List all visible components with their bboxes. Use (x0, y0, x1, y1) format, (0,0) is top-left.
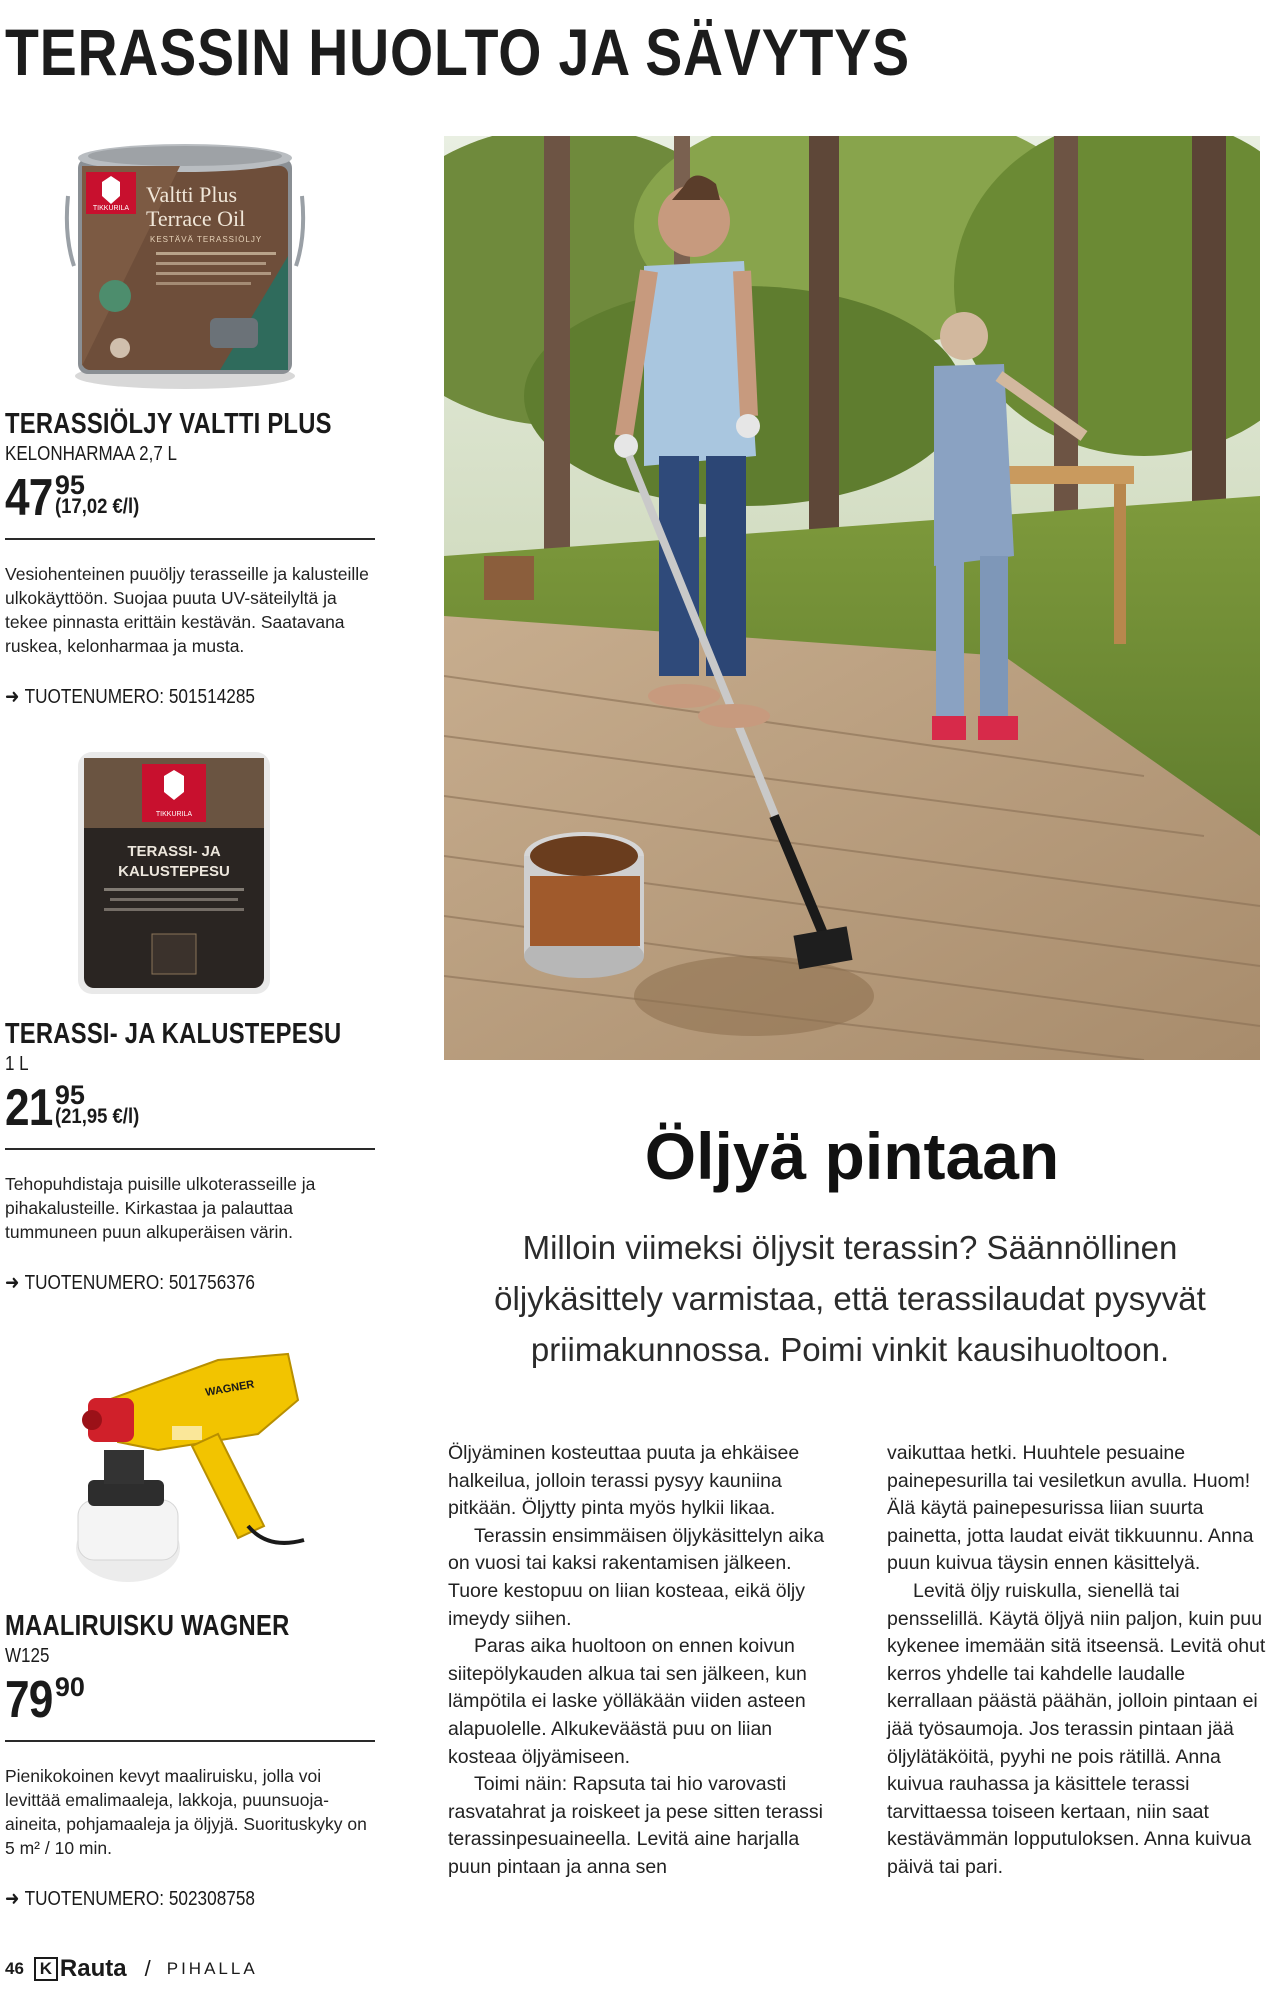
divider (5, 1740, 375, 1742)
article-paragraph: Paras aika huoltoon on ennen koivun siitepölykauden alkua tai sen jälkeen, kun lämpötila ei laske yölläkään viiden asteen alapuolelle. Alkukeväästä puu on liian kosteaa öljyämiseen. (448, 1635, 807, 1768)
bucket-brand-text: TIKKURILA (155, 811, 193, 818)
product-name: TERASSI- JA KALUSTEPESU (5, 1018, 342, 1050)
product-variant: KELONHARMAA 2,7 L (5, 443, 177, 465)
section-name: PIHALLA (166, 1959, 258, 1978)
product-code-link[interactable] (5, 1270, 323, 1295)
product-wagner-sprayer (5, 1610, 375, 1911)
article-paragraph: Öljyäminen kosteuttaa puuta ja ehkäisee halkeilua, jolloin terassi pysyy kauniina pitkään. Öljytty pinta myös hylkii likaa. (448, 1442, 800, 1520)
price-integer: 21 (5, 1079, 53, 1137)
article-paragraph: Levitä öljy ruiskulla, sienellä tai pensselillä. Käytä öljyä niin paljon, kuin puu kykenee imemään sitä itseensä. Levitä ohut kerros yhdelle tai kahdelle laudalle kerrallaan päästä päähän, jolloin pintaan ei jää työsaumoja. Jos terassin pintaan jää öljylätäköitä, pyyhi ne pois rätillä. Anna kuivua rauhassa ja käsittele terassi tarvittaessa toiseen kertaan, niin saat kestävämmän lopputuloksen. Anna kuivua päivä tai pari. (887, 1579, 1266, 1878)
page-footer (5, 1955, 258, 1983)
product-name: MAALIRUISKU WAGNER (5, 1610, 290, 1642)
svg-text:Valtti Plus: Valtti Plus (146, 182, 238, 207)
svg-text:KESTÄVÄ TERASSIÖLJY: KESTÄVÄ TERASSIÖLJY (150, 235, 263, 244)
product-code-link[interactable] (5, 1886, 323, 1911)
article-column-1 (448, 1440, 833, 1882)
arrow-right-icon: ➜ (5, 1272, 20, 1294)
k-logo-icon: K (34, 1957, 58, 1981)
product-code: TUOTENUMERO: 501514285 (24, 686, 255, 708)
svg-text:TERASSI- JA: TERASSI- JA (127, 843, 221, 860)
article-paragraph: Toimi näin: Rapsuta tai hio varovasti rasvatahrat ja roiskeet ja pese sitten terassi terassinpesuaineella. Levitä aine harjalla puun pintaan ja anna sen (448, 1773, 824, 1878)
product-valtti-plus (5, 408, 375, 709)
article-paragraph: Terassin ensimmäisen öljykäsittelyn aika on vuosi tai kaksi rakentamisen jälkeen. Tuore kestopuu on liian kosteaa, eikä öljy imeydy siihen. (448, 1524, 825, 1630)
hero-photo-terrace-oiling (444, 136, 1260, 1060)
price-decimals: 95 (54, 1080, 85, 1110)
product-image-kalustepesu[interactable] (74, 748, 274, 998)
article-column-2 (887, 1440, 1272, 1882)
arrow-right-icon: ➜ (5, 686, 20, 708)
price-tag (5, 1671, 375, 1732)
product-description: Vesiohenteinen puuöljy terasseille ja kalusteille ulkokäyttöön. Suojaa puuta UV-säteilyltä ja tekee pinnasta erittäin kestävän. Saatavana ruskea, kelonharmaa ja musta. (5, 564, 369, 656)
price-tag (5, 469, 375, 530)
product-kalustepesu (5, 1018, 375, 1295)
arrow-right-icon: ➜ (5, 1888, 20, 1910)
product-image-valtti-plus[interactable] (60, 136, 310, 391)
divider (5, 538, 375, 540)
divider (5, 1148, 375, 1150)
k-rauta-logo[interactable] (34, 1955, 127, 1983)
footer-separator: / (144, 1956, 151, 1981)
article-lead: Milloin viimeksi öljysit terassin? Säännöllinen öljykäsittely varmistaa, että terassilaudat pysyvät priimakunnossa. Poimi vinkit kausihuoltoon. (494, 1229, 1206, 1368)
svg-text:KALUSTEPESU: KALUSTEPESU (118, 863, 230, 880)
unit-price: (21,95 €/l) (54, 1105, 140, 1128)
page-title: TERASSIN HUOLTO JA SÄVYTYS (5, 15, 910, 89)
product-variant: 1 L (5, 1053, 29, 1075)
product-code: TUOTENUMERO: 502308758 (24, 1888, 255, 1910)
price-tag (5, 1079, 375, 1140)
price-decimals: 90 (54, 1672, 85, 1702)
product-code-link[interactable] (5, 684, 323, 709)
page-number: 46 (5, 1959, 24, 1978)
price-integer: 47 (5, 469, 53, 527)
unit-price: (17,02 €/l) (54, 495, 140, 518)
product-description: Pienikokoinen kevyt maaliruisku, jolla voi levittää emalimaaleja, lakkoja, puunsuoja-aineita, pohjamaaleja ja öljyjä. Suorituskyky on 5 m² / 10 min. (5, 1766, 367, 1858)
product-description: Tehopuhdistaja puisille ulkoterasseille ja pihakalusteille. Kirkastaa ja palauttaa tummuneen puun alkuperäisen värin. (5, 1174, 316, 1242)
article-paragraph: vaikuttaa hetki. Huuhtele pesuaine painepesurilla tai vesiletkun avulla. Huom! Älä käytä painepesurissa liian suurta painetta, jotta laudat eivät tikkuunnu. Anna puun kuivua täysin ennen käsittelyä. (887, 1442, 1254, 1575)
product-variant: W125 (5, 1645, 50, 1667)
price-decimals: 95 (54, 470, 85, 500)
product-image-wagner-sprayer[interactable] (68, 1330, 308, 1590)
can-brand-text: TIKKURILA (92, 205, 130, 212)
logo-wordmark: Rauta (59, 1955, 127, 1982)
product-code: TUOTENUMERO: 501756376 (24, 1272, 255, 1294)
wagner-logo-text: WAGNER (204, 1378, 256, 1399)
article-headline: Öljyä pintaan (644, 1119, 1060, 1193)
svg-text:Terrace Oil: Terrace Oil (146, 206, 246, 231)
price-integer: 79 (5, 1671, 53, 1729)
product-name: TERASSIÖLJY VALTTI PLUS (5, 408, 332, 440)
